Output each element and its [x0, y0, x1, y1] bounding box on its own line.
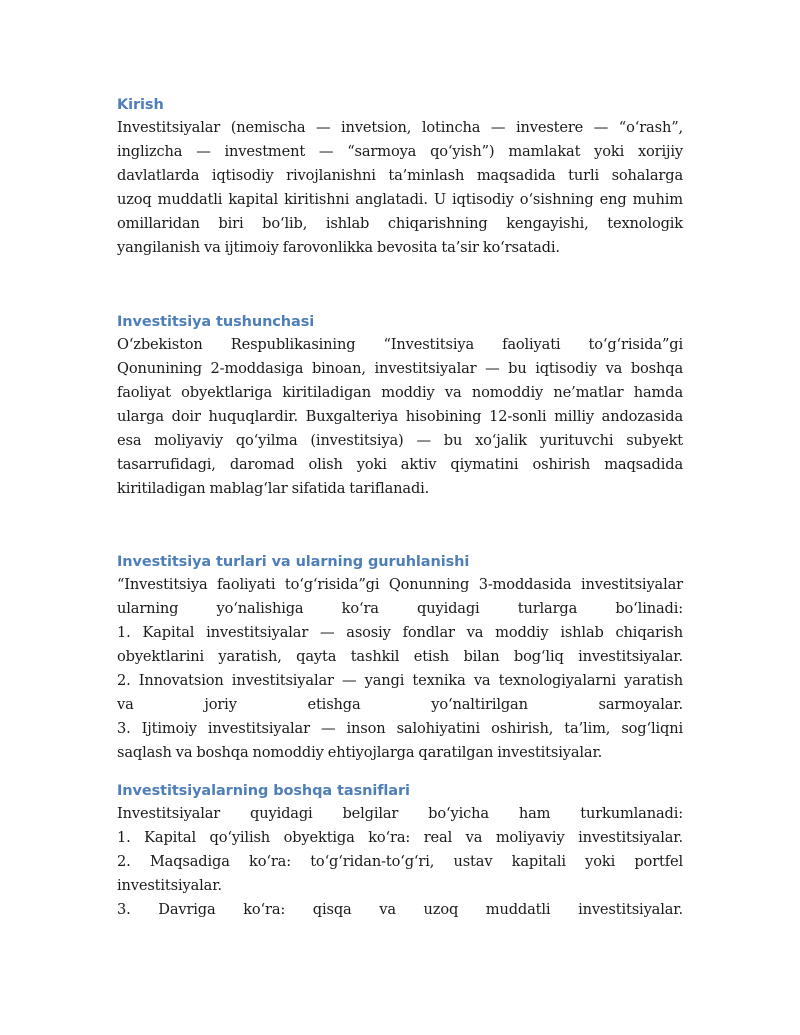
- text-line: tasarrufidagi, daromad olish yoki aktiv qiymatini oshirish maqsadida: [117, 456, 683, 473]
- text-line: omillaridan biri bo‘lib, ishlab chiqarishning kengayishi, texnologik: [117, 215, 683, 232]
- text-line: obyektlarini yaratish, qayta tashkil etish bilan bog‘liq investitsiyalar.: [117, 648, 683, 665]
- text-line: 1. Kapital investitsiyalar — asosiy fondlar va moddiy ishlab chiqarish: [117, 624, 683, 641]
- text-line: davlatlarda iqtisodiy rivojlanishni ta’minlash maqsadida turli sohalarga: [117, 167, 683, 184]
- text-line: kiritiladigan mablag‘lar sifatida tariflanadi.: [117, 480, 430, 497]
- section-classifications: [117, 780, 683, 922]
- section-heading: Investitsiyalarning boshqa tasniflari: [117, 783, 410, 799]
- section-paragraph: [117, 802, 683, 922]
- text-line: faoliyat obyektlariga kiritiladigan moddiy va nomoddiy ne’matlar hamda: [117, 384, 683, 401]
- section-types: [117, 551, 683, 765]
- text-line: inglizcha — investment — “sarmoya qo‘yish”) mamlakat yoki xorijiy: [117, 143, 683, 160]
- text-line: uzoq muddatli kapital kiritishni anglatadi. U iqtisodiy o‘sishning eng muhim: [117, 191, 683, 208]
- text-line: yangilanish va ijtimoiy farovonlikka bevosita ta’sir ko‘rsatadi.: [117, 239, 560, 256]
- section-paragraph: [117, 333, 683, 501]
- section-paragraph: [117, 573, 683, 765]
- text-line: Investitsiyalar (nemischa — invetsion, lotincha — investere — “o‘rash”,: [117, 119, 683, 136]
- text-line: “Investitsiya faoliyati to‘g‘risida”gi Qonunning 3-moddasida investitsiyalar: [117, 576, 683, 593]
- section-heading: Kirish: [117, 97, 164, 113]
- text-line: investitsiyalar.: [117, 877, 222, 894]
- text-line: Qonunining 2-moddasiga binoan, investitsiyalar — bu iqtisodiy va boshqa: [117, 360, 683, 377]
- section-introduction: [117, 94, 683, 260]
- text-line: esa moliyaviy qo‘yilma (investitsiya) — bu xo‘jalik yurituvchi subyekt: [117, 432, 683, 449]
- text-line: 2. Maqsadiga ko‘ra: to‘g‘ridan-to‘g‘ri, ustav kapitali yoki portfel: [117, 853, 683, 870]
- text-line: ularning yo‘nalishiga ko‘ra quyidagi turlarga bo‘linadi:: [117, 600, 683, 617]
- text-line: 1. Kapital qo‘yilish obyektiga ko‘ra: real va moliyaviy investitsiyalar.: [117, 829, 683, 846]
- text-line: ularga doir huquqlardir. Buxgalteriya hisobining 12-sonli milliy andozasida: [117, 408, 683, 425]
- text-line: 2. Innovatsion investitsiyalar — yangi texnika va texnologiyalarni yaratish: [117, 672, 683, 689]
- text-line: 3. Davriga ko‘ra: qisqa va uzoq muddatli investitsiyalar.: [117, 901, 683, 918]
- section-paragraph: [117, 116, 683, 260]
- section-heading: Investitsiya turlari va ularning guruhlanishi: [117, 554, 470, 570]
- text-line: Investitsiyalar quyidagi belgilar bo‘yicha ham turkumlanadi:: [117, 805, 683, 822]
- text-line: va joriy etishga yo‘naltirilgan sarmoyalar.: [117, 696, 683, 713]
- text-line: 3. Ijtimoiy investitsiyalar — inson salohiyatini oshirish, ta’lim, sog‘liqni: [117, 720, 683, 737]
- text-line: saqlash va boshqa nomoddiy ehtiyojlarga qaratilgan investitsiyalar.: [117, 744, 603, 761]
- section-heading: Investitsiya tushunchasi: [117, 314, 315, 330]
- text-line: O‘zbekiston Respublikasining “Investitsiya faoliyati to‘g‘risida”gi: [117, 336, 683, 353]
- section-concept: [117, 311, 683, 501]
